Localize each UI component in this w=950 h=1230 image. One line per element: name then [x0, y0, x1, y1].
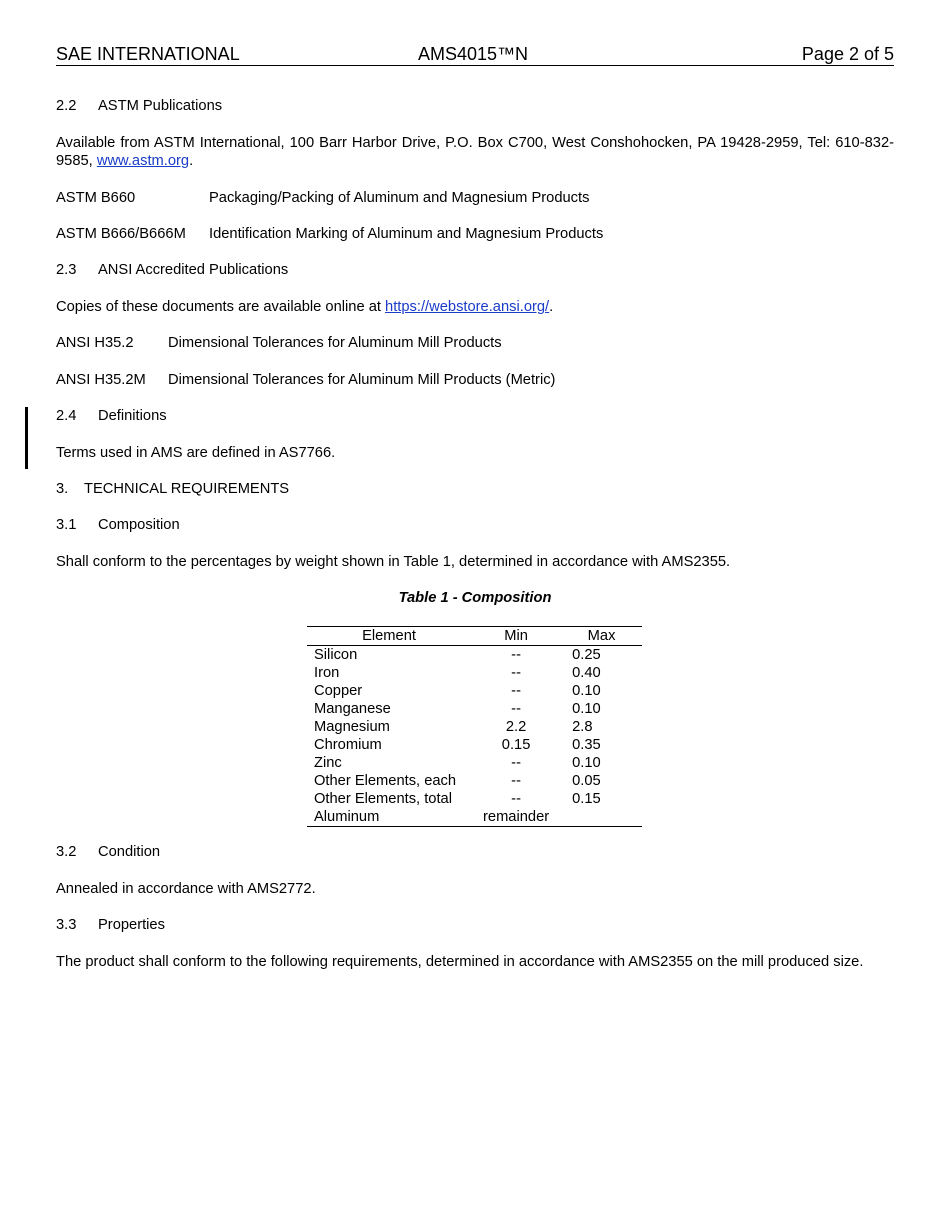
cell-element: Copper [314, 683, 363, 699]
section-3-2-heading: 3.2 Condition [56, 844, 161, 860]
cell-min: -- [511, 701, 521, 717]
section-2-3-text: Copies of these documents are available online at https://webstore.ansi.org/. [56, 299, 554, 315]
column-header-min: Min [471, 627, 561, 646]
section-3-1-heading: 3.1 Composition [56, 517, 180, 533]
composition-table [307, 626, 642, 827]
cell-max: 0.05 [572, 773, 601, 789]
table-row [307, 664, 642, 682]
reference-item: ASTM B666/B666M Identification Marking of Aluminum and Magnesium Products [56, 226, 604, 242]
cell-max: 0.40 [572, 665, 601, 681]
column-header-max: Max [561, 627, 642, 646]
section-3-3-heading: 3.3 Properties [56, 917, 165, 933]
section-2-2-text: Available from ASTM International, 100 Barr Harbor Drive, P.O. Box C700, West Conshohocken, PA 19428-2959, Tel: 610-832-9585, www.astm.org. [56, 135, 894, 169]
header-org: SAE INTERNATIONAL [56, 44, 240, 64]
table-row [307, 808, 642, 827]
ansi-link[interactable]: https://webstore.ansi.org/ [385, 299, 550, 315]
table-row [307, 718, 642, 736]
section-3-2-text: Annealed in accordance with AMS2772. [56, 881, 316, 897]
cell-element: Aluminum [314, 809, 380, 825]
cell-element: Manganese [314, 701, 391, 717]
table-row [307, 646, 642, 665]
cell-max: 0.10 [572, 683, 601, 699]
cell-element: Iron [314, 665, 340, 681]
cell-element: Other Elements, each [314, 773, 457, 789]
section-3-heading: 3. TECHNICAL REQUIREMENTS [56, 481, 290, 497]
cell-max: 2.8 [572, 719, 593, 735]
column-header-element: Element [307, 627, 471, 646]
cell-max: 0.10 [572, 701, 601, 717]
cell-max: 0.10 [572, 755, 601, 771]
table-row [307, 790, 642, 808]
cell-element: Silicon [314, 647, 358, 663]
cell-element: Magnesium [314, 719, 390, 735]
reference-item: ASTM B660 Packaging/Packing of Aluminum and Magnesium Products [56, 190, 590, 206]
cell-element: Other Elements, total [314, 791, 452, 807]
cell-min: -- [511, 773, 521, 789]
cell-min: 0.15 [501, 737, 531, 753]
cell-min: -- [511, 791, 521, 807]
revision-change-bar [25, 407, 28, 469]
section-3-1-text: Shall conform to the percentages by weight shown in Table 1, determined in accordance with AMS2355. [56, 554, 731, 570]
cell-min: -- [511, 647, 521, 663]
cell-max: 0.25 [572, 647, 601, 663]
table-caption: Table 1 - Composition [398, 590, 552, 606]
section-2-3-heading: 2.3 ANSI Accredited Publications [56, 262, 289, 278]
page-header [56, 43, 894, 66]
cell-min: remainder [483, 809, 550, 825]
header-page-number: Page 2 of 5 [801, 44, 894, 64]
cell-min: -- [511, 755, 521, 771]
header-doc-number: AMS4015™N [418, 44, 529, 64]
table-row [307, 754, 642, 772]
section-2-4-text: Terms used in AMS are defined in AS7766. [56, 445, 336, 461]
cell-min: -- [511, 683, 521, 699]
reference-item: ANSI H35.2 Dimensional Tolerances for Aluminum Mill Products [56, 335, 502, 351]
reference-item: ANSI H35.2M Dimensional Tolerances for Aluminum Mill Products (Metric) [56, 372, 556, 388]
section-3-3-text: The product shall conform to the following requirements, determined in accordance with AMS2355 on the mill produced size. [56, 954, 864, 970]
cell-max: 0.15 [572, 791, 601, 807]
cell-min: 2.2 [505, 719, 527, 735]
table-row [307, 682, 642, 700]
table-row [307, 700, 642, 718]
astm-link[interactable]: www.astm.org [96, 153, 190, 169]
section-2-4-heading: 2.4 Definitions [56, 408, 167, 424]
section-2-2-heading: 2.2 ASTM Publications [56, 98, 223, 114]
cell-max [561, 808, 642, 827]
table-row [307, 772, 642, 790]
cell-max: 0.35 [572, 737, 601, 753]
cell-element: Zinc [314, 755, 342, 771]
table-row [307, 736, 642, 754]
table-header-row [307, 627, 642, 646]
cell-element: Chromium [314, 737, 382, 753]
cell-min: -- [511, 665, 521, 681]
